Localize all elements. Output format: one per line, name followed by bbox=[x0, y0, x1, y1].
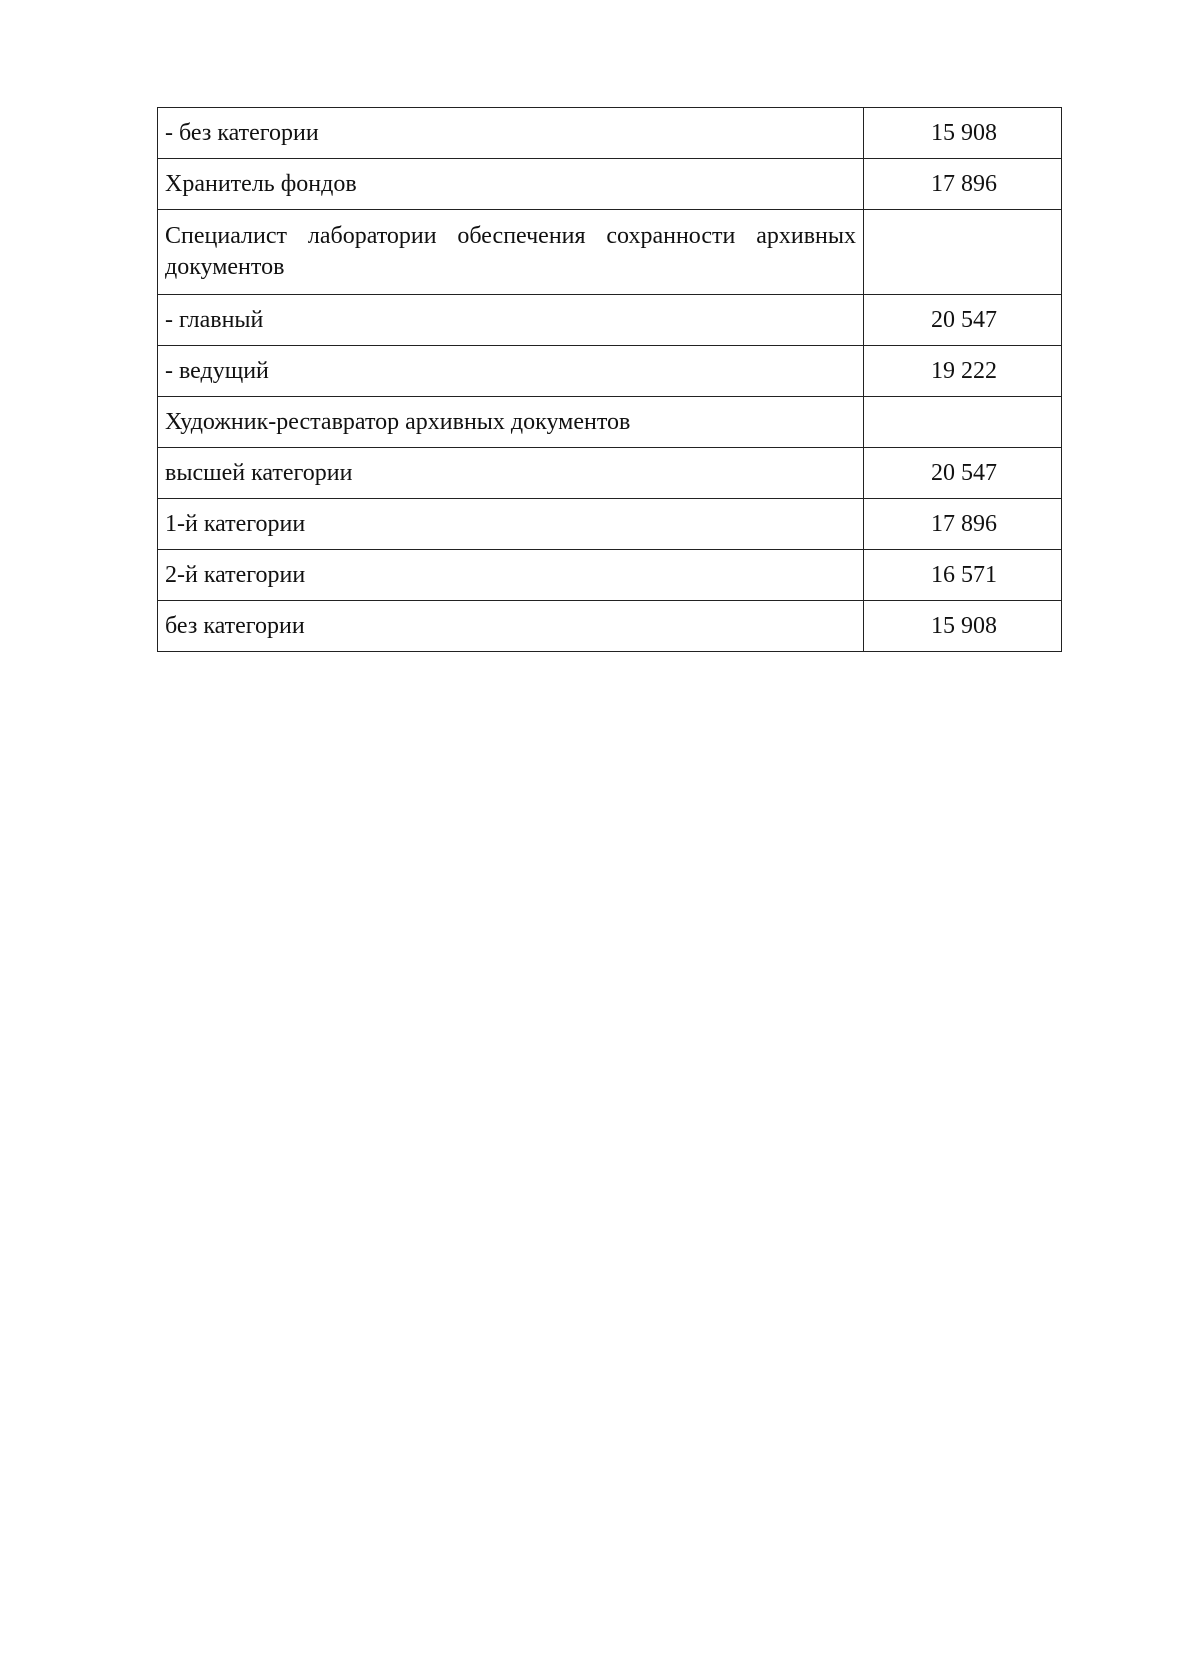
salary-value: 16 571 bbox=[864, 550, 1062, 601]
position-name: 1-й категории bbox=[158, 499, 864, 550]
table-row bbox=[158, 295, 1062, 346]
position-name: без категории bbox=[158, 601, 864, 652]
salary-value: 17 896 bbox=[864, 159, 1062, 210]
table-row bbox=[158, 108, 1062, 159]
position-name: - без категории bbox=[158, 108, 864, 159]
position-name: Специалист лаборатории обеспечения сохранности архивных документов bbox=[158, 210, 864, 295]
salary-value: 15 908 bbox=[864, 108, 1062, 159]
salary-value: 15 908 bbox=[864, 601, 1062, 652]
salary-table bbox=[157, 107, 1062, 652]
position-name: - главный bbox=[158, 295, 864, 346]
table-row bbox=[158, 159, 1062, 210]
salary-value bbox=[864, 397, 1062, 448]
salary-value: 20 547 bbox=[864, 448, 1062, 499]
position-name: Хранитель фондов bbox=[158, 159, 864, 210]
table-row bbox=[158, 346, 1062, 397]
table-row bbox=[158, 448, 1062, 499]
salary-value: 19 222 bbox=[864, 346, 1062, 397]
position-name: высшей категории bbox=[158, 448, 864, 499]
position-name: 2-й категории bbox=[158, 550, 864, 601]
table-row bbox=[158, 550, 1062, 601]
salary-value bbox=[864, 210, 1062, 295]
position-name: Художник-реставратор архивных документов bbox=[158, 397, 864, 448]
table-row bbox=[158, 601, 1062, 652]
salary-value: 17 896 bbox=[864, 499, 1062, 550]
table-row bbox=[158, 499, 1062, 550]
position-name: - ведущий bbox=[158, 346, 864, 397]
table-row bbox=[158, 210, 1062, 295]
table-row bbox=[158, 397, 1062, 448]
salary-value: 20 547 bbox=[864, 295, 1062, 346]
